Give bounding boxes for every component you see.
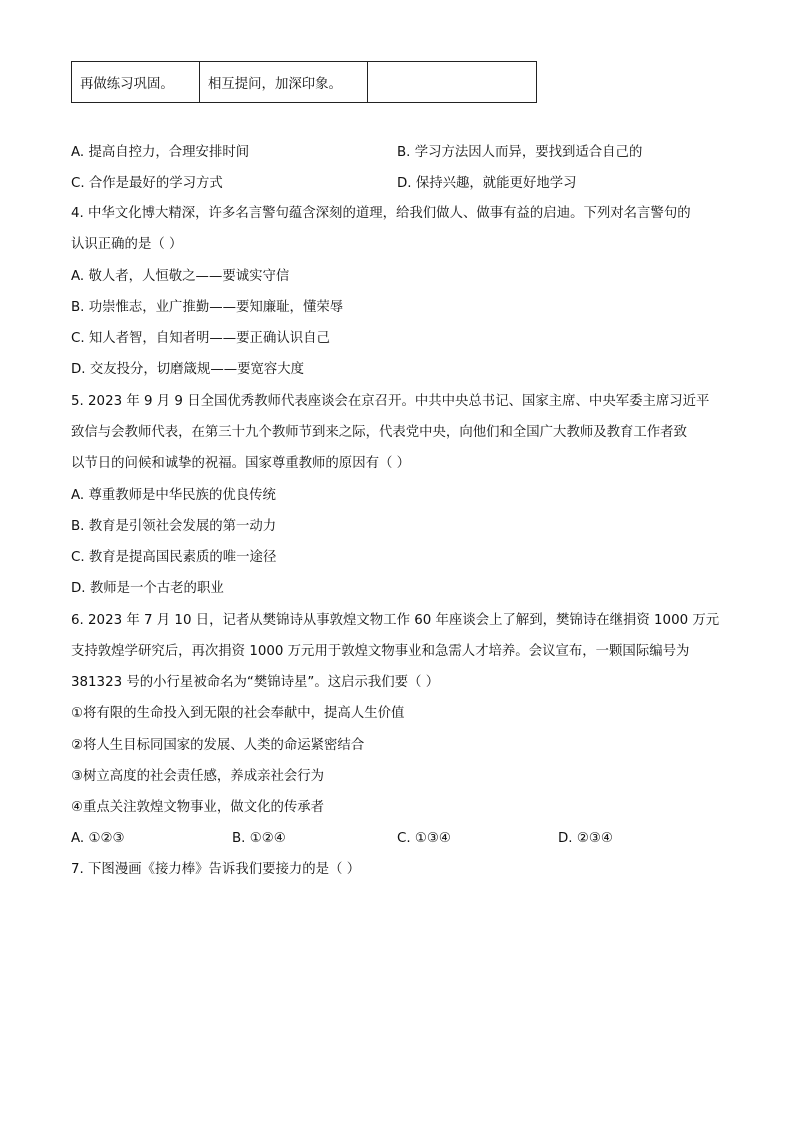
q6-stem-line-1: 6. 2023 年 7 月 10 日，记者从樊锦诗从事敦煌文物工作 60 年座谈会上了解到，樊锦诗在继捐资 1000 万元 [71, 613, 720, 628]
q3-option-d: D. 保持兴趣，就能更好地学习 [397, 176, 577, 191]
q5-stem-line-3: 以节日的问候和诚挚的祝福。国家尊重教师的原因有（ ） [71, 456, 411, 471]
q3-option-c: C. 合作是最好的学习方式 [71, 176, 223, 191]
q6-item-4: ④重点关注敦煌文物事业，做文化的传承者 [71, 800, 325, 815]
q6-item-1: ①将有限的生命投入到无限的社会奉献中，提高人生价值 [71, 706, 405, 721]
q6-item-3: ③树立高度的社会责任感，养成亲社会行为 [71, 769, 325, 784]
q5-stem-line-2: 致信与会教师代表，在第三十九个教师节到来之际，代表党中央，向他们和全国广大教师及教育工作者致 [71, 425, 687, 440]
q6-stem-line-2: 支持敦煌学研究后，再次捐资 1000 万元用于敦煌文物事业和急需人才培养。会议宣布，一颗国际编号为 [71, 644, 690, 659]
q5-option-c: C. 教育是提高国民素质的唯一途径 [71, 550, 277, 565]
q4-option-b: B. 功崇惟志，业广推勤——要知廉耻，懂荣辱 [71, 300, 344, 315]
q6-option-d: D. ②③④ [558, 831, 613, 846]
q5-option-d: D. 教师是一个古老的职业 [71, 581, 224, 596]
q5-option-b: B. 教育是引领社会发展的第一动力 [71, 519, 277, 534]
q6-item-2: ②将人生目标同国家的发展、人类的命运紧密结合 [71, 738, 365, 753]
q4-option-a: A. 敬人者，人恒敬之——要诚实守信 [71, 269, 290, 284]
q4-stem-line-2: 认识正确的是（ ） [71, 237, 183, 252]
q6-stem-line-3: 381323 号的小行星被命名为“樊锦诗星”。这启示我们要（ ） [71, 675, 440, 690]
table-row [72, 62, 537, 103]
q6-option-c: C. ①③④ [397, 831, 451, 846]
q6-option-b: B. ①②④ [232, 831, 286, 846]
q5-option-a: A. 尊重教师是中华民族的优良传统 [71, 488, 276, 503]
q4-option-d: D. 交友投分，切磨箴规——要宽容大度 [71, 362, 305, 377]
table-cell: 再做练习巩固。 [72, 62, 200, 103]
q4-stem-line-1: 4. 中华文化博大精深，许多名言警句蕴含深刻的道理，给我们做人、做事有益的启迪。下列对名言警句的 [71, 206, 691, 221]
q5-stem-line-1: 5. 2023 年 9 月 9 日全国优秀教师代表座谈会在京召开。中共中央总书记、国家主席、中央军委主席习近平 [71, 394, 710, 409]
q7-stem: 7. 下图漫画《接力棒》告诉我们要接力的是（ ） [71, 862, 361, 877]
table-cell [368, 62, 537, 103]
study-methods-table [71, 61, 537, 103]
table-cell: 相互提问，加深印象。 [200, 62, 368, 103]
q3-option-b: B. 学习方法因人而异，要找到适合自己的 [397, 145, 643, 160]
q3-option-a: A. 提高自控力，合理安排时间 [71, 145, 250, 160]
q4-option-c: C. 知人者智，自知者明——要正确认识自己 [71, 331, 330, 346]
q6-option-a: A. ①②③ [71, 831, 125, 846]
